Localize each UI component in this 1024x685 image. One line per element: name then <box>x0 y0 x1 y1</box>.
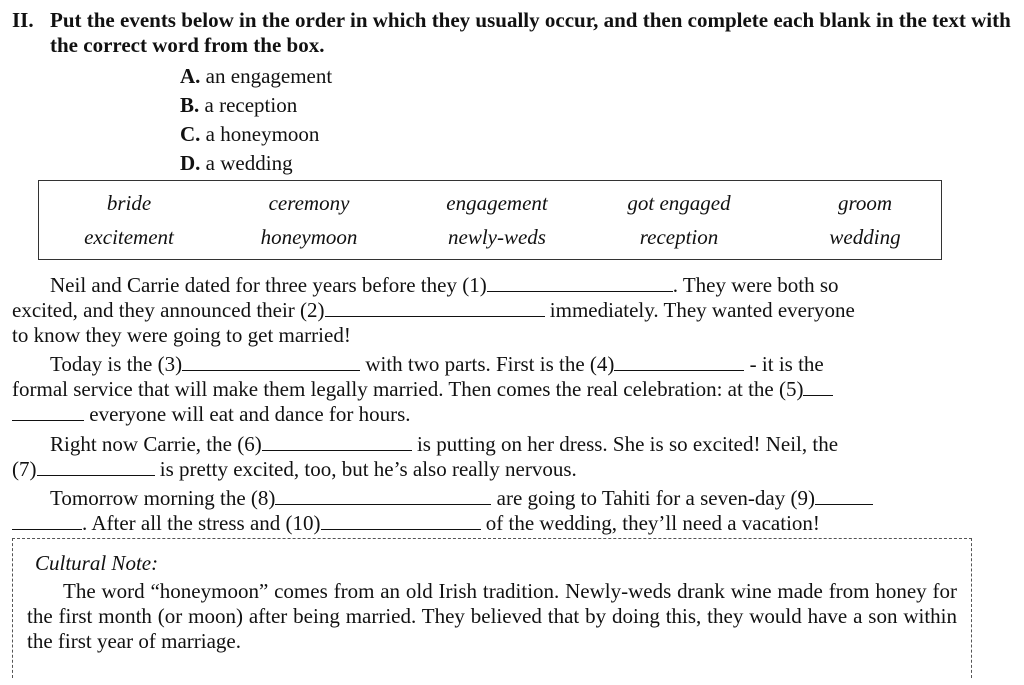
option-b: B. a reception <box>180 93 298 117</box>
word-item: excitement <box>84 225 174 249</box>
paragraph-2: Today is the (3) with two parts. First is the (4) - it is the formal service that will make them legally married. Then comes the real celebration: at the (5) everyone will eat and dance for hours. <box>12 352 972 427</box>
word-item: groom <box>837 191 893 215</box>
blank-3[interactable] <box>182 353 360 371</box>
cultural-note-box <box>12 538 972 678</box>
event-options <box>180 62 332 178</box>
exercise-heading <box>12 8 1012 58</box>
blank-9a[interactable] <box>815 487 873 505</box>
option-a: A. an engagement <box>180 64 333 88</box>
exercise-instruction: Put the events below in the order in which they usually occur, and then complete each blank in the text with the correct word from the box. <box>50 8 1011 57</box>
blank-4[interactable] <box>614 353 744 371</box>
option-c: C. a honeymoon <box>180 122 320 146</box>
cultural-note-body: The word “honeymoon” comes from an old Irish tradition. Newly-weds drank wine made from honey for the first month (or moon) after being married. They believed that by doing this, they would have a son within the first year of marriage. <box>27 579 957 653</box>
blank-10[interactable] <box>321 512 481 530</box>
word-item: got engaged <box>627 191 731 215</box>
blank-5b[interactable] <box>12 403 84 421</box>
word-item: honeymoon <box>260 225 358 249</box>
paragraph-4: Tomorrow morning the (8) are going to Tahiti for a seven-day (9) . After all the stress and (10) of the wedding, they’ll need a vacation! <box>12 486 972 536</box>
blank-2[interactable] <box>325 299 545 317</box>
blank-6[interactable] <box>262 433 412 451</box>
word-item: wedding <box>829 225 901 249</box>
word-item: reception <box>639 225 719 249</box>
word-item: ceremony <box>268 191 350 215</box>
word-item: bride <box>106 191 152 215</box>
word-box <box>38 180 942 260</box>
blank-7[interactable] <box>37 458 155 476</box>
exercise-number: II. <box>12 8 34 32</box>
blank-9b[interactable] <box>12 512 82 530</box>
paragraph-1: Neil and Carrie dated for three years before they (1) . They were both so excited, and they announced their (2) immediately. They wanted everyone to know they were going to get married! <box>12 273 855 347</box>
word-item: newly-weds <box>448 225 546 249</box>
blank-5a[interactable] <box>803 378 833 396</box>
paragraph-3: Right now Carrie, the (6) is putting on her dress. She is so excited! Neil, the (7) is pretty excited, too, but he’s also really nervous. <box>12 432 839 481</box>
cultural-note-title: Cultural Note: <box>35 551 159 575</box>
blank-8[interactable] <box>275 487 491 505</box>
option-d: D. a wedding <box>180 151 293 175</box>
blank-1[interactable] <box>487 274 673 292</box>
word-item: engagement <box>446 191 548 215</box>
